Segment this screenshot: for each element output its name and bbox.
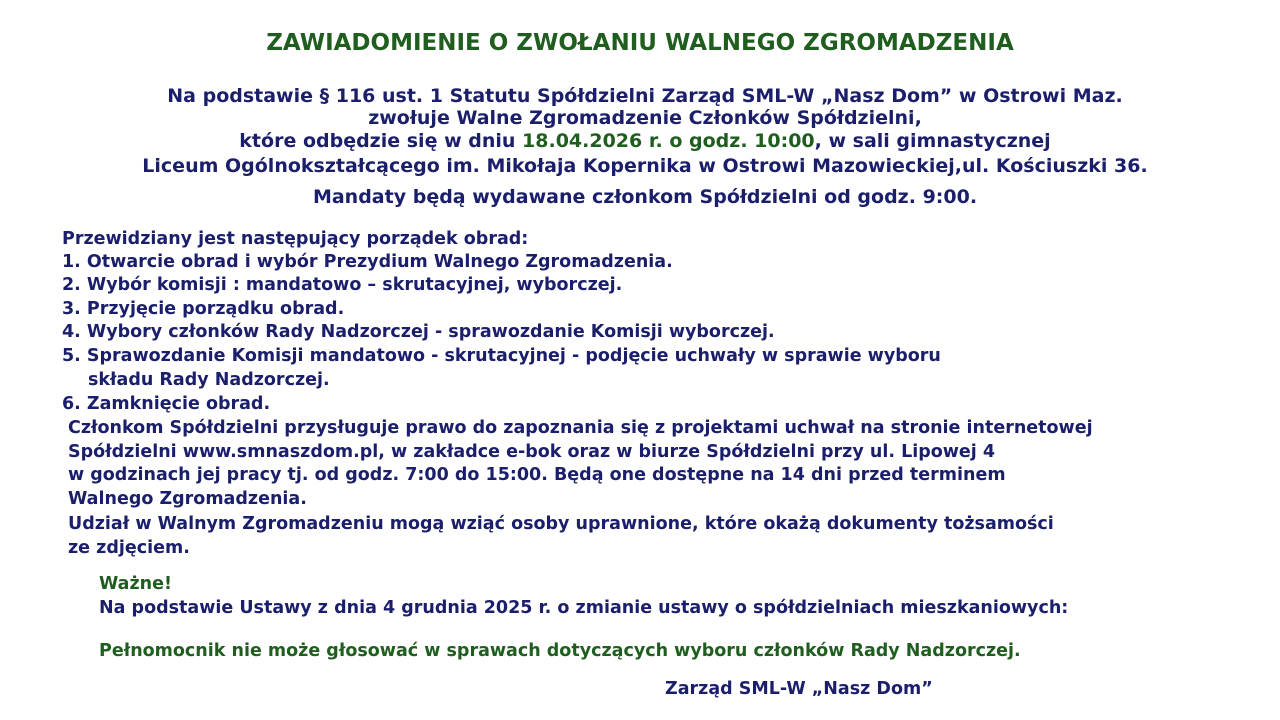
mandates-info: Mandaty będą wydawane członkom Spółdzielni od godz. 9:00. [312,186,978,208]
important-label: Ważne! [99,574,172,594]
info-line: Walnego Zgromadzenia. [68,489,307,509]
agenda-heading: Przewidziany jest następujący porządek obrad: [62,229,529,249]
agenda-item: 3. Przyjęcie porządku obrad. [62,299,345,319]
page-title: ZAWIADOMIENIE O ZWOŁANIU WALNEGO ZGROMADZENIA [266,30,1014,56]
agenda-item: 1. Otwarcie obrad i wybór Prezydium Walnego Zgromadzenia. [62,252,673,272]
agenda-item: 5. Sprawozdanie Komisji mandatowo - skrutacyjnej - podjęcie uchwały w sprawie wyboru [62,346,941,366]
important-law: Na podstawie Ustawy z dnia 4 grudnia 2025 r. o zmianie ustawy o spółdzielniach mieszkaniowych: [99,598,1069,618]
agenda-item: 2. Wybór komisji : mandatowo – skrutacyjnej, wyborczej. [62,275,623,295]
intro-line-3-pre: które odbędzie się w dniu [239,130,523,152]
intro-line-3-post: , w sali gimnastycznej [814,130,1051,152]
meeting-datetime: 18.04.2026 r. o godz. 10:00 [522,130,815,152]
intro-line-3 [0,129,1280,153]
info-line: ze zdjęciem. [68,538,190,558]
info-line: Członkom Spółdzielni przysługuje prawo do zapoznania się z projektami uchwał na stronie internetowej [68,418,1093,438]
intro-line-2: zwołuje Walne Zgromadzenie Członków Spółdzielni, [368,107,922,129]
agenda-item: 6. Zamknięcie obrad. [62,394,271,414]
info-line: w godzinach jej pracy tj. od godz. 7:00 do 15:00. Będą one dostępne na 14 dni przed terminem [68,465,1006,485]
info-line: Udział w Walnym Zgromadzeniu mogą wziąć osoby uprawnione, które okażą dokumenty tożsamości [68,514,1054,534]
agenda-item-continuation: składu Rady Nadzorczej. [88,370,330,390]
intro-line-4: Liceum Ogólnokształcącego im. Mikołaja Kopernika w Ostrowi Mazowieckiej,ul. Kościuszki 36. [142,155,1148,177]
info-line: Spółdzielni www.smnaszdom.pl, w zakładce e-bok oraz w biurze Spółdzielni przy ul. Lipowej 4 [68,442,996,462]
important-rule: Pełnomocnik nie może głosować w sprawach dotyczących wyboru członków Rady Nadzorczej. [99,641,1021,661]
signature: Zarząd SML-W „Nasz Dom” [665,679,933,699]
agenda-item: 4. Wybory członków Rady Nadzorczej - sprawozdanie Komisji wyborczej. [62,322,775,342]
intro-line-1: Na podstawie § 116 ust. 1 Statutu Spółdzielni Zarząd SML-W „Nasz Dom” w Ostrowi Maz. [167,85,1123,107]
